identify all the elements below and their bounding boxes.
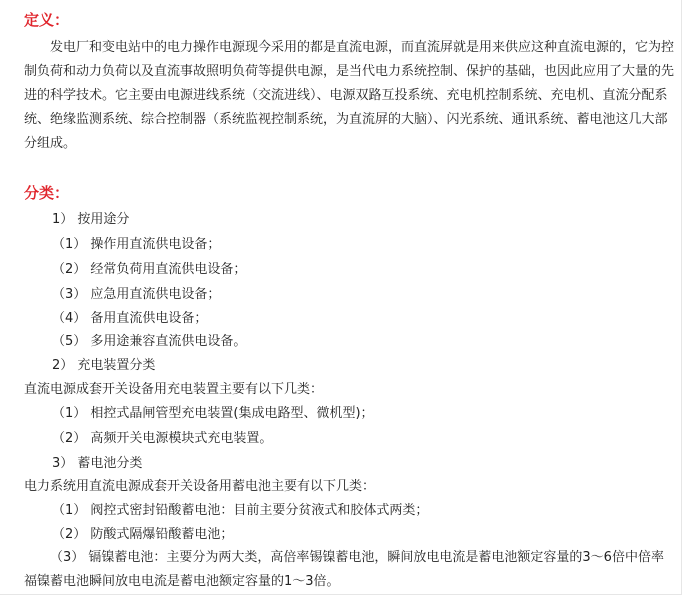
list-item: （4） 备用直流供电设备； xyxy=(52,311,208,326)
list-item: （3） 镉镍蓄电池：主要分为两大类，高倍率锡镍蓄电池，瞬间放电电流是蓄电池额定容量的3～6倍中倍率福镍蓄电池瞬间放电电流是蓄电池额定容量的1～3倍。 xyxy=(24,550,664,589)
section-3-intro: 电力系统用直流电源成套开关设备用蓄电池主要有以下几类： xyxy=(24,479,376,494)
definition-paragraph: 发电厂和变电站中的电力操作电源现今采用的都是直流电源，而直流屏就是用来供应这种直流电源的，它为控制负荷和动力负荷以及直流事故照明负荷等提供电源，是当代电力系统控制、保护的基础，也因此应用了大量的先进的科学技术。它主要由电源进线系统（交流进线）、电源双路互投系统、充电机控制系统、充电机、直流分配系统、绝缘监测系统、综合控制器（系统监视控制系统，为直流屏的大脑）、闪光系统、通讯系统、蓄电池这几大部分组成。 xyxy=(24,40,675,151)
list-item: （5） 多用途兼容直流供电设备。 xyxy=(52,334,247,349)
list-item: （1） 相控式晶闸管型充电装置(集成电路型、微机型)； xyxy=(52,406,374,421)
section-3-title: 3） 蓄电池分类 xyxy=(52,456,143,471)
list-item: （2） 经常负荷用直流供电设备； xyxy=(52,262,247,277)
list-item: （1） 阀控式密封铅酸蓄电池：目前主要分贫液式和胶体式两类； xyxy=(52,503,429,518)
section-2-intro: 直流电源成套开关设备用充电装置主要有以下几类： xyxy=(24,382,324,397)
list-item: （2） 防酸式隔爆铅酸蓄电池； xyxy=(52,527,234,542)
section-1-title: 1） 按用途分 xyxy=(52,212,130,227)
list-item: （2） 高频开关电源模块式充电装置。 xyxy=(52,431,273,446)
section-2-title: 2） 充电装置分类 xyxy=(52,358,156,373)
definition-heading: 定义： xyxy=(24,11,70,29)
classification-heading: 分类： xyxy=(24,184,70,202)
list-item: （3） 应急用直流供电设备； xyxy=(52,287,221,302)
list-item: （1） 操作用直流供电设备； xyxy=(52,237,221,252)
